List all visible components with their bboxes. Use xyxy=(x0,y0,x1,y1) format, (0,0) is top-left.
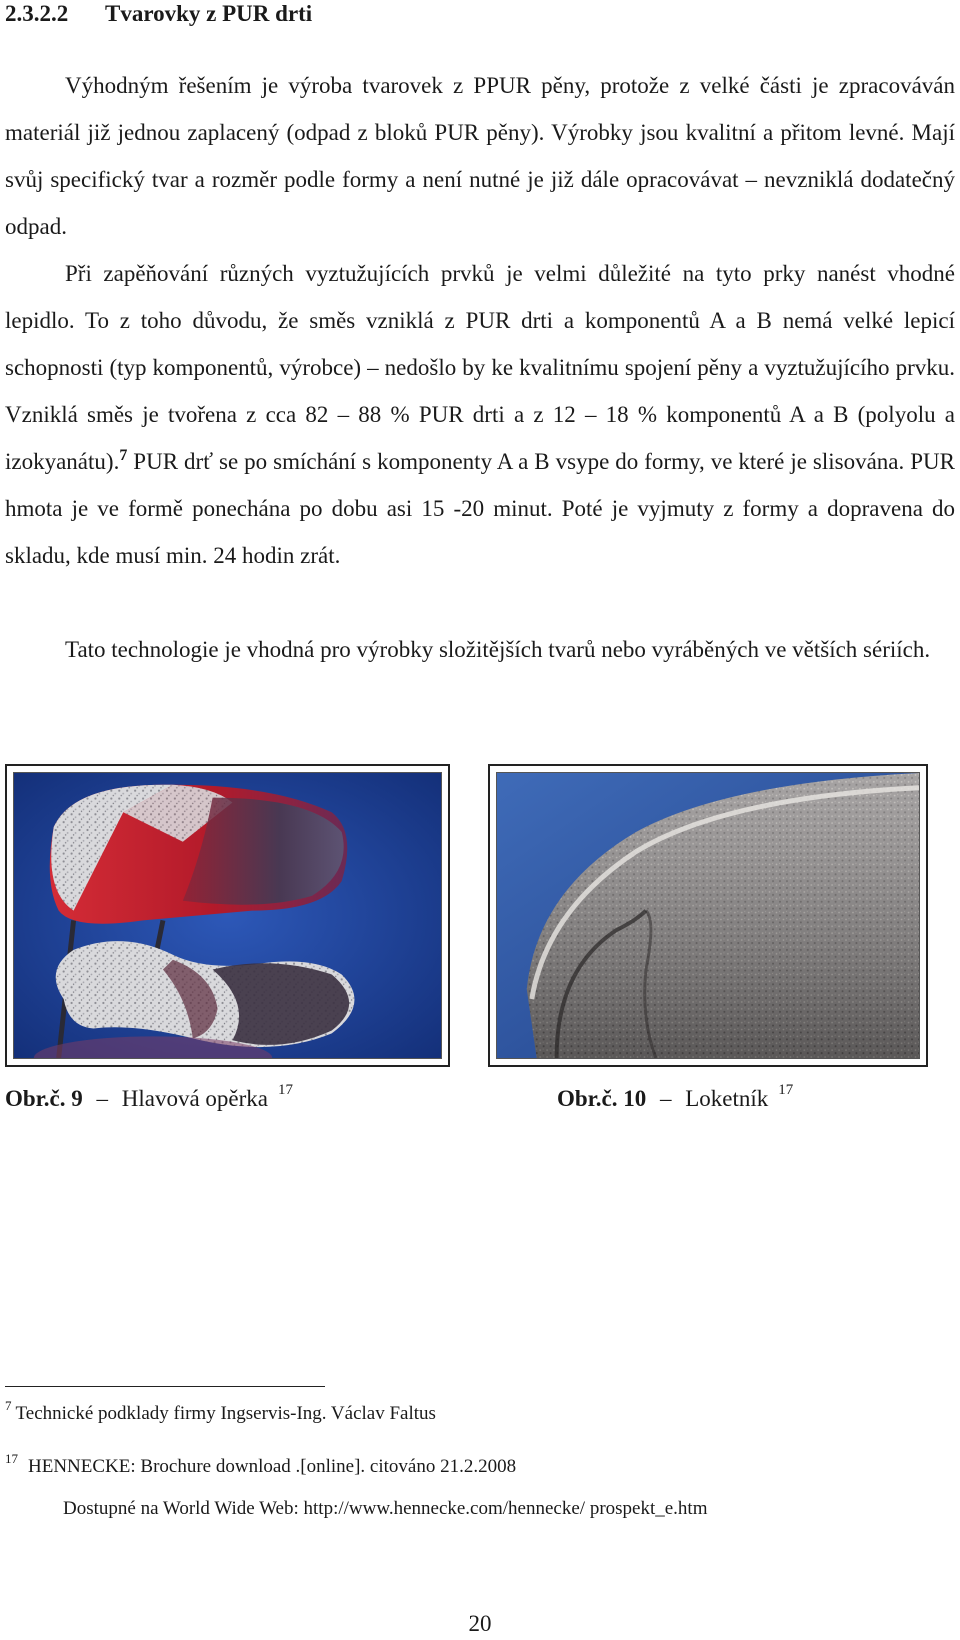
footnote-ref-7[interactable]: 7 xyxy=(119,447,128,464)
figure-9-ref[interactable]: 17 xyxy=(278,1082,293,1098)
figure-10-title: Loketník xyxy=(685,1086,769,1111)
armrest-photo xyxy=(497,773,919,1058)
section-number: 2.3.2.2 xyxy=(5,1,69,26)
paragraph-3-text: Tato technologie je vhodná pro výrobky složitějších tvarů nebo vyráběných ve větších sériích. xyxy=(65,637,931,662)
paragraph-2-text-a: Při zapěňování různých vyztužujících prvků je velmi důležité na tyto prky nanést vhodné lepidlo. To z toho důvodu, že směs vzniklá z PUR drti a komponentů A a B nemá velké lepicí schopnosti (typ komponentů, výrobce) – nedošlo by ke kvalitnímu spojení pěny a vyztužujícího prvku. Vzniklá směs je tvořena z cca 82 – 88 % PUR drti a z 12 – 18 % komponentů A a B (polyolu a izokyanátu). xyxy=(5,261,955,474)
figure-10-ref[interactable]: 17 xyxy=(778,1082,794,1098)
figure-headrest xyxy=(5,764,450,1067)
section-title: Tvarovky z PUR drti xyxy=(105,1,313,26)
footnote-17-marker: 17 xyxy=(5,1451,18,1466)
paragraph-2-text-b: PUR drť se po smíchání s komponenty A a B vsype do formy, ve které je slisována. PUR hmota je ve formě ponechána po dobu asi 15 -20 minut. Poté je vyjmuty z formy a dopravena do skladu, kde musí min. 24 hodin zrát. xyxy=(5,449,955,568)
footnote-17-text: HENNECKE: Brochure download .[online]. citováno 21.2.2008 xyxy=(28,1456,517,1477)
page-number: 20 xyxy=(468,1611,492,1636)
paragraph-2 xyxy=(5,250,955,579)
footnote-17-url-line[interactable]: Dostupné na World Wide Web: http://www.hennecke.com/hennecke/ prospekt_e.htm xyxy=(63,1498,708,1519)
figure-10-dash: – xyxy=(660,1086,672,1111)
paragraph-1-text: Výhodným řešením je výroba tvarovek z PPUR pěny, protože z velké části je zpracováván materiál již jednou zaplacený (odpad z bloků PUR pěny). Výrobky jsou kvalitní a přitom levné. Mají svůj specifický tvar a rozměr podle formy a není nutné je již dále opracovávat – nevzniklá dodatečný odpad. xyxy=(5,73,955,239)
figure-9-title: Hlavová opěrka xyxy=(121,1086,268,1111)
footnote-7-text: Technické podklady firmy Ingservis-Ing. Václav Faltus xyxy=(15,1403,436,1424)
figure-9-label: Obr.č. 9 xyxy=(5,1086,83,1111)
headrest-photo xyxy=(14,773,441,1058)
footnote-divider xyxy=(5,1386,325,1387)
footnote-7 xyxy=(5,1398,436,1426)
figure-10-label: Obr.č. 10 xyxy=(557,1086,647,1111)
footnote-17-source xyxy=(63,1497,708,1521)
figure-10-caption xyxy=(557,1084,793,1114)
paragraph-1 xyxy=(5,62,955,250)
paragraph-3 xyxy=(5,626,955,673)
footnote-7-marker: 7 xyxy=(5,1398,12,1413)
figure-9-caption xyxy=(5,1084,293,1114)
footnote-17 xyxy=(5,1451,517,1479)
figure-armrest xyxy=(488,764,928,1067)
figure-9-dash: – xyxy=(96,1086,108,1111)
section-heading xyxy=(5,0,312,28)
